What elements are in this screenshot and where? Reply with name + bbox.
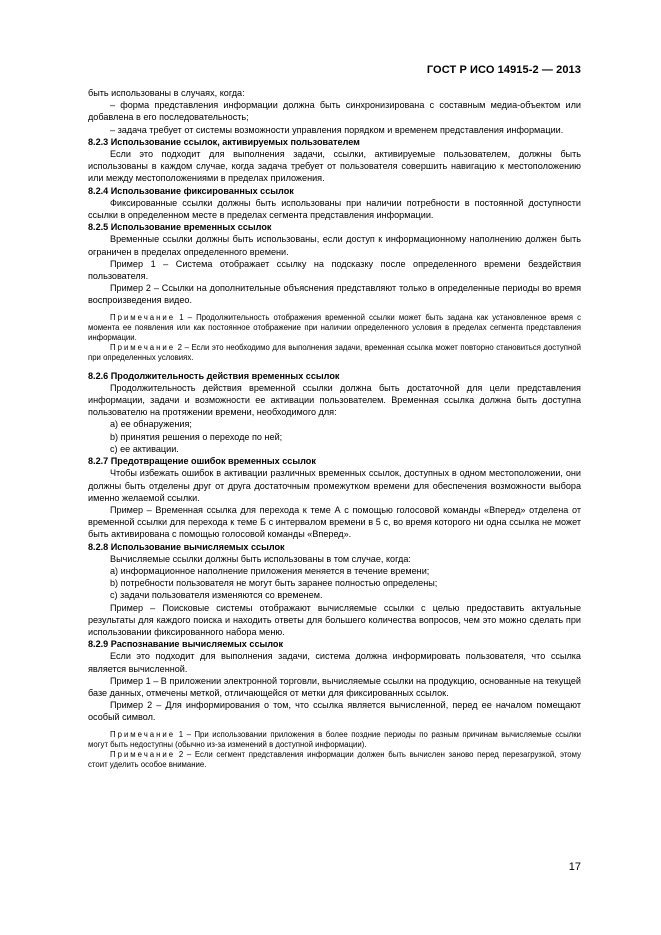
note-text: 2 – Если это необходимо для выполнения задачи, временная ссылка может повторно становиться доступной при определенных условиях.: [88, 343, 581, 363]
paragraph: Пример – Временная ссылка для перехода к теме А с помощью голосовой команды «Вперед» отделена от временной ссылки для перехода к теме Б с интервалом времени в 5 с, во время которого ни одна ссылка не может быть активирована с помощью голосовой команды «Вперед».: [88, 504, 581, 540]
paragraph: a) ее обнаружения;: [110, 419, 192, 430]
document-body: [88, 87, 581, 770]
note-text: 1 – Продолжительность отображения временной ссылки может быть задана как установленное время с момента ее появления или как постоянное отображение при наличии определенного условия в пределах сегмента представления информации.: [88, 312, 581, 343]
paragraph: Пример 2 – Для информирования о том, что ссылка является вычисленной, перед ее началом помещают особый символ.: [88, 700, 581, 723]
note-label: Примечание: [110, 749, 176, 759]
paragraph: c) задачи пользователя изменяются со временем.: [110, 590, 323, 601]
paragraph: c) ее активации.: [110, 443, 179, 454]
paragraph: Пример 2 – Ссылки на дополнительные объяснения представляют только в определенные периоды во время воспроизведения видео.: [88, 283, 581, 306]
paragraph: – форма представления информации должна быть синхронизирована с составным медиа-объектом или добавлена в его последовательность;: [88, 100, 581, 123]
paragraph: Пример – Поисковые системы отображают вычисляемые ссылки с целью предоставить актуальные результаты для каждого поиска и находить ответы для большего количества вопросов, чем это можно сделать при использовании фиксированного набора меню.: [88, 602, 581, 637]
paragraph: Если это подходит для выполнения задачи, ссылки, активируемые пользователем, должны быть использованы в каждом случае, когда задача требует от пользователя совершить навигацию к местоположению или между местоположениями в пределах приложения.: [88, 149, 581, 184]
section-heading: 8.2.5 Использование временных ссылок: [88, 222, 272, 233]
paragraph: Если это подходит для выполнения задачи, система должна информировать пользователя, что ссылка является вычисленной.: [88, 651, 581, 674]
paragraph: Временные ссылки должны быть использованы, если доступ к информационному наполнению должен быть ограничен в пределах определенного времени.: [88, 234, 581, 257]
note-label: Примечание: [110, 312, 176, 322]
section-heading: 8.2.9 Распознавание вычисляемых ссылок: [88, 639, 284, 650]
paragraph: быть использованы в случаях, когда:: [88, 88, 245, 98]
paragraph: Чтобы избежать ошибок в активации различных временных ссылок, доступных в одном местоположении, они должны быть отделены друг от друга достаточным промежутком времени для обеспечения возможности выбора именно желаемой ссылки.: [88, 468, 581, 503]
paragraph: Пример 1 – Система отображает ссылку на подсказку после определенного времени бездействия пользователя.: [88, 258, 581, 282]
paragraph: b) принятия решения о переходе по ней;: [110, 431, 283, 442]
paragraph: Продолжительность действия временной ссылки должна быть достаточной для цели представления информации, задачи и возможности ее активации пользователем. Временная ссылка должна быть доступна пользователю на протяжении времени, необходимого для:: [88, 382, 581, 418]
note-text: 2 – Если сегмент представления информации должен быть вычислен заново перед перезагрузкой, этому стоит уделить особое внимание.: [88, 749, 581, 770]
section-heading: 8.2.4 Использование фиксированных ссылок: [88, 185, 294, 196]
note: [88, 343, 581, 363]
note: [88, 313, 581, 344]
paragraph: – задача требует от системы возможности управления порядком и временем представления информации.: [110, 124, 564, 135]
paragraph: a) информационное наполнение приложения меняется в течение времени;: [110, 565, 430, 576]
paragraph: Фиксированные ссылки должны быть использованы при наличии потребности в постоянной доступности ссылки в определенном месте в пределах сегмента представления информации.: [88, 197, 581, 221]
paragraph: b) потребности пользователя не могут быть заранее полностью определены;: [110, 578, 438, 589]
note: [88, 750, 581, 770]
note-label: Примечание: [110, 729, 176, 739]
section-heading: 8.2.8 Использование вычисляемых ссылок: [88, 541, 285, 552]
page-number: 17: [568, 861, 581, 873]
note-text: 1 – При использовании приложения в более поздние периоды по разным причинам вычисляемые ссылки могут быть недоступны (обычно из-за изменений в доступной информации).: [88, 729, 581, 749]
standard-header: ГОСТ Р ИСО 14915-2 — 2013: [426, 64, 581, 76]
note: [88, 730, 581, 750]
section-heading: 8.2.3 Использование ссылок, активируемых пользователем: [88, 136, 360, 147]
note-label: Примечание: [110, 343, 176, 353]
paragraph: Пример 1 – В приложении электронной торговли, вычисляемые ссылки на продукцию, основанные на текущей базе данных, отмечены меткой, отличающейся от метки для фиксированных ссылок.: [88, 675, 581, 698]
paragraph: Вычисляемые ссылки должны быть использованы в том случае, когда:: [110, 553, 411, 564]
section-heading: 8.2.7 Предотвращение ошибок временных ссылок: [88, 456, 316, 467]
section-heading: 8.2.6 Продолжительность действия временных ссылок: [88, 370, 340, 381]
